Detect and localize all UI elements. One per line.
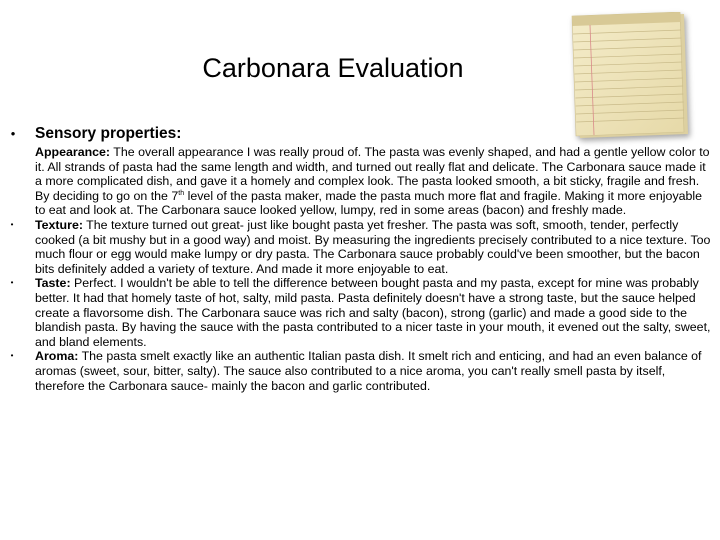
bullet-icon: •	[10, 351, 14, 361]
taste-label: Taste:	[35, 276, 71, 291]
slide-title: Carbonara Evaluation	[202, 53, 464, 83]
aroma-paragraph	[10, 349, 715, 393]
ordinal-suffix: th	[178, 189, 185, 197]
bullet-icon: •	[10, 278, 14, 288]
appearance-text-a: The overall appearance I was really proud of. The pasta was evenly shaped, and had a gentle yellow color to it. All strands of pasta had the same length and width, and turned out really flat and delicate. The Carbonara sauce made it a more complicated dish, and gave it a homely and complex look. The pasta looked smooth, a bit sticky, fragile and fresh. By deciding to go on the 7	[35, 145, 710, 203]
taste-paragraph	[10, 276, 715, 349]
bullet-icon: •	[10, 219, 14, 229]
taste-text: Perfect. I wouldn't be able to tell the difference between bought pasta and my pasta, except for mine was probably better. It had that homely taste of hot, salty, mild pasta. Pasta definitely doesn't have a strong taste, but the sauce helped create a flavorsome dish. The Carbonara sauce was rich and salty (bacon), strong (garlic) and made a good side to the blandish pasta. By having the sauce with the pasta contributed to a nicer taste in your mouth, it evened out the salty, sweet, and bland elements.	[35, 276, 711, 349]
aroma-text: The pasta smelt exactly like an authentic Italian pasta dish. It smelt rich and enticing, and had an even balance of aromas (sweet, sour, bitter, salty). The sauce also contributed to a nice aroma, you can't really smell pasta by itself, therefore the Carbonara sauce- mainly the bacon and garlic contributed.	[35, 349, 702, 393]
appearance-text-b: level of the pasta maker, made the pasta much more flat and fragile. Making it more enjoyable to eat and look at. The Carbonara sauce looked yellow, lumpy, red in some areas (bacon) and freshly made.	[35, 188, 703, 218]
content-body	[10, 145, 715, 393]
aroma-label: Aroma:	[35, 349, 79, 364]
appearance-paragraph	[35, 145, 715, 218]
bullet-icon: •	[10, 126, 16, 141]
section-heading: Sensory properties:	[35, 125, 182, 142]
texture-label: Texture:	[35, 217, 83, 232]
texture-paragraph	[10, 217, 715, 276]
appearance-label: Appearance:	[35, 145, 111, 159]
texture-text: The texture turned out great- just like bought pasta yet fresher. The pasta was soft, smooth, tender, perfectly cooked (a bit mushy but in a good way) and moist. By measuring the ingredients precisely contributed to a nice texture. Too much flour or egg would make lumpy or dry pasta. The Carbonara sauce probably could've been smoother, but the bacon bits definitely added a variety of texture. And made it more enjoyable to eat.	[35, 217, 711, 276]
